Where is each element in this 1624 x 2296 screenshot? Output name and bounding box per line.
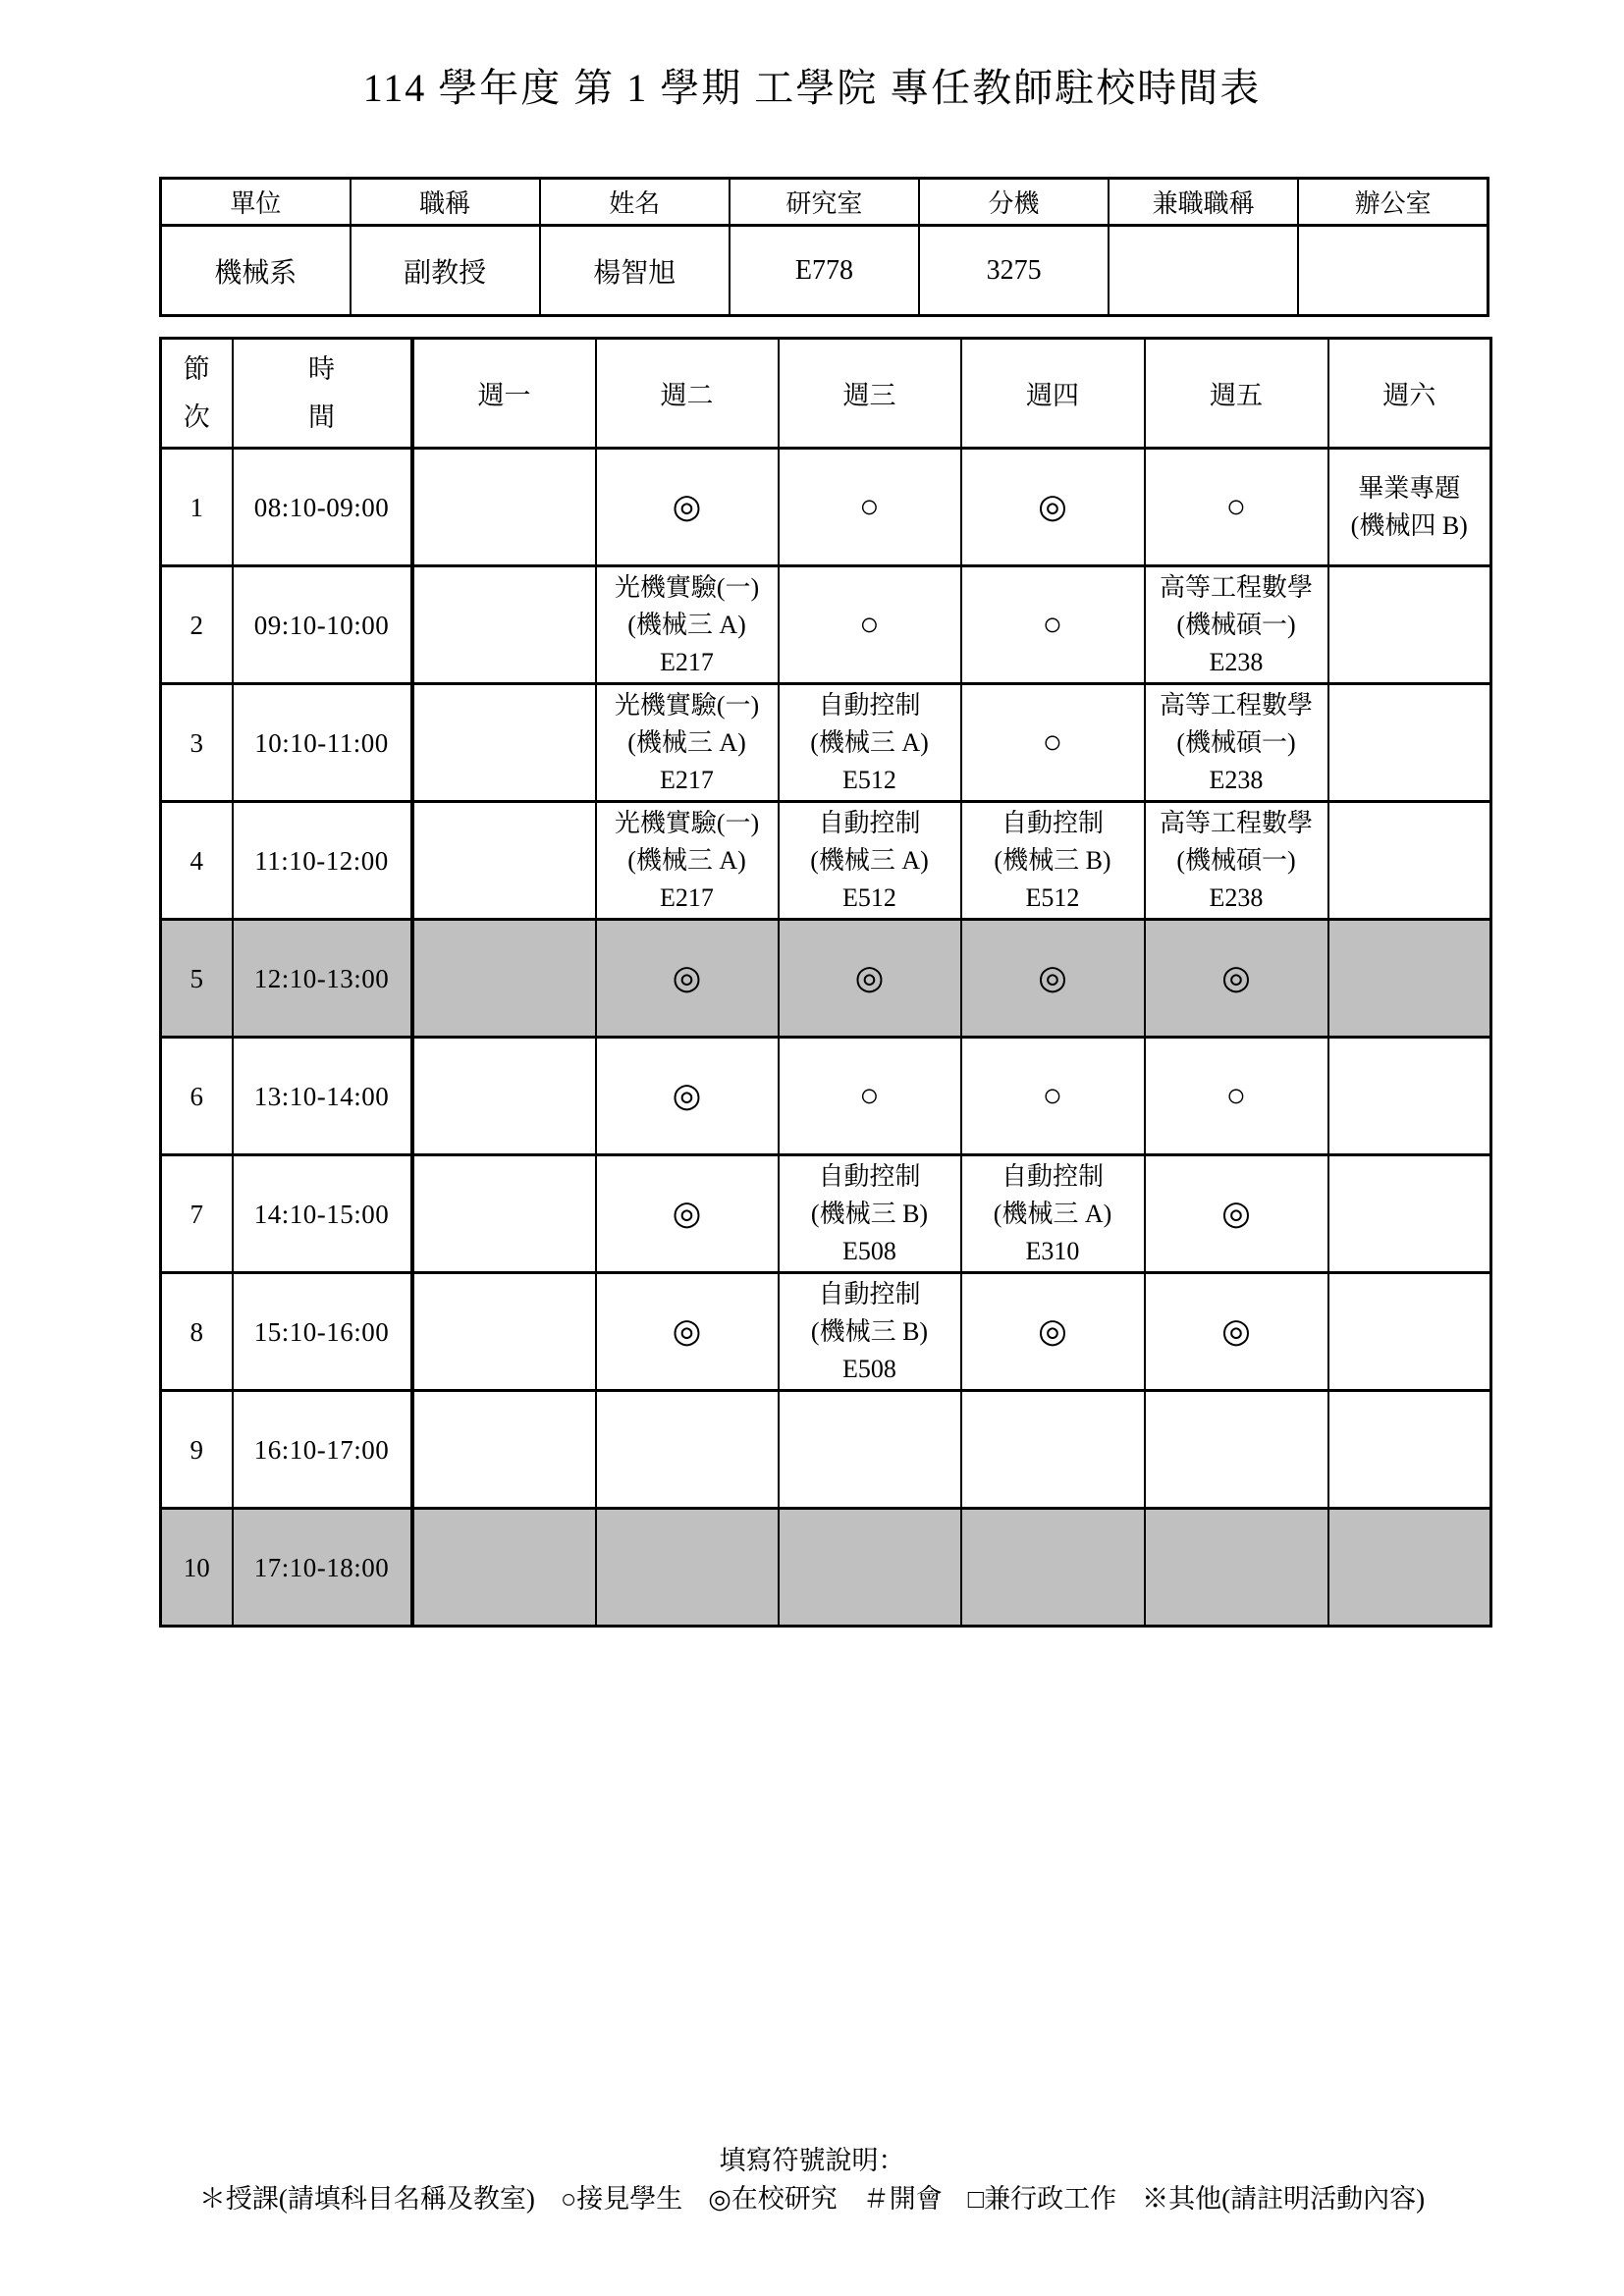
- schedule-row: [161, 449, 1491, 566]
- time-range: 08:10-09:00: [233, 449, 412, 566]
- schedule-cell-course: [961, 802, 1145, 920]
- schedule-cell-empty: [1328, 1155, 1491, 1273]
- symbol-office-research: ◎: [1145, 1155, 1328, 1273]
- schedule-cell-empty: [412, 566, 596, 684]
- schedule-cell-empty: [596, 1391, 779, 1509]
- schedule-cell-empty: [412, 920, 596, 1038]
- info-header-office: 辦公室: [1298, 179, 1488, 226]
- time-range: 15:10-16:00: [233, 1273, 412, 1391]
- schedule-cell-empty: [961, 1509, 1145, 1627]
- schedule-cell-empty: [412, 684, 596, 802]
- symbol-office-research: ◎: [596, 1273, 779, 1391]
- header-time: 時間: [233, 339, 412, 449]
- period-number: 4: [161, 802, 233, 920]
- schedule-cell-course: [779, 684, 961, 802]
- schedule-body: [161, 449, 1491, 1627]
- course-line: 高等工程數學: [1159, 690, 1313, 720]
- period-number: 8: [161, 1273, 233, 1391]
- schedule-cell-course: [596, 802, 779, 920]
- period-number: 5: [161, 920, 233, 1038]
- page-title: 114 學年度 第 1 學期 工學院 專任教師駐校時間表: [362, 66, 1262, 110]
- schedule-cell-course: [1145, 684, 1328, 802]
- course-line: E217: [660, 647, 714, 676]
- schedule-cell-course: [1145, 566, 1328, 684]
- weekly-schedule-table: [159, 337, 1492, 1628]
- schedule-cell-empty: [412, 1273, 596, 1391]
- period-number: 10: [161, 1509, 233, 1627]
- schedule-cell-empty: [1328, 566, 1491, 684]
- schedule-cell-course: [779, 1155, 961, 1273]
- info-data-row: [161, 226, 1489, 316]
- header-friday: 週五: [1145, 339, 1328, 449]
- symbol-office-research: ◎: [1145, 920, 1328, 1038]
- schedule-cell-course: [1328, 449, 1491, 566]
- info-job-title-value: 副教授: [351, 226, 540, 316]
- info-name-value: 楊智旭: [540, 226, 730, 316]
- schedule-row: [161, 1509, 1491, 1627]
- schedule-cell-empty: [779, 1391, 961, 1509]
- time-range: 13:10-14:00: [233, 1038, 412, 1155]
- course-line: (機械碩一): [1176, 845, 1296, 875]
- course-line: E217: [660, 882, 714, 912]
- legend-caption: 填寫符號說明：: [719, 2146, 905, 2175]
- info-header-lab: 研究室: [730, 179, 919, 226]
- schedule-cell-empty: [961, 1391, 1145, 1509]
- course-line: (機械三 A): [627, 727, 746, 757]
- schedule-row: [161, 684, 1491, 802]
- legend-item: ＃開會: [862, 2184, 943, 2214]
- info-concurrent-title-value: [1109, 226, 1298, 316]
- course-line: 光機實驗(一): [614, 572, 760, 602]
- symbol-office-research: ◎: [961, 920, 1145, 1038]
- course-line: E238: [1209, 647, 1264, 676]
- info-office-value: [1298, 226, 1488, 316]
- course-line: E508: [842, 1354, 896, 1383]
- legend-item: □兼行政工作: [967, 2184, 1117, 2214]
- time-range: 14:10-15:00: [233, 1155, 412, 1273]
- course-line: E238: [1209, 882, 1264, 912]
- symbol-meet-students: ○: [1145, 1038, 1328, 1155]
- period-number: 2: [161, 566, 233, 684]
- header-wednesday: 週三: [779, 339, 961, 449]
- course-line: (機械碩一): [1176, 610, 1296, 639]
- header-thursday: 週四: [961, 339, 1145, 449]
- symbol-office-research: ◎: [961, 1273, 1145, 1391]
- header-saturday: 週六: [1328, 339, 1491, 449]
- symbol-office-research: ◎: [596, 920, 779, 1038]
- course-line: 自動控制: [1001, 1161, 1104, 1191]
- course-line: (機械三 B): [810, 1199, 929, 1228]
- period-number: 1: [161, 449, 233, 566]
- symbol-meet-students: ○: [779, 1038, 961, 1155]
- course-line: 光機實驗(一): [614, 808, 760, 837]
- schedule-row: [161, 1391, 1491, 1509]
- course-line: (機械三 B): [810, 1316, 929, 1346]
- legend-item: ※其他(請註明活動內容): [1142, 2184, 1426, 2214]
- course-line: E217: [660, 765, 714, 794]
- schedule-cell-empty: [779, 1509, 961, 1627]
- schedule-row: [161, 1155, 1491, 1273]
- legend: [0, 2143, 1624, 2219]
- time-range: 09:10-10:00: [233, 566, 412, 684]
- course-line: 高等工程數學: [1159, 572, 1313, 602]
- symbol-office-research: ◎: [596, 1038, 779, 1155]
- course-line: E508: [842, 1236, 896, 1265]
- schedule-cell-empty: [412, 1391, 596, 1509]
- info-header-row: [161, 179, 1489, 226]
- course-line: E512: [1025, 882, 1080, 912]
- schedule-cell-empty: [1145, 1391, 1328, 1509]
- legend-item: ◎在校研究: [708, 2184, 838, 2214]
- schedule-cell-empty: [1328, 920, 1491, 1038]
- symbol-office-research: ◎: [779, 920, 961, 1038]
- schedule-row: [161, 920, 1491, 1038]
- course-line: (機械三 A): [810, 727, 929, 757]
- schedule-row: [161, 1038, 1491, 1155]
- schedule-row: [161, 566, 1491, 684]
- schedule-cell-empty: [1328, 684, 1491, 802]
- legend-item: ○接見學生: [560, 2184, 683, 2214]
- course-line: 自動控制: [1001, 808, 1104, 837]
- schedule-header-row: [161, 339, 1491, 449]
- time-range: 10:10-11:00: [233, 684, 412, 802]
- symbol-meet-students: ○: [961, 684, 1145, 802]
- info-header-unit: 單位: [161, 179, 351, 226]
- time-range: 17:10-18:00: [233, 1509, 412, 1627]
- schedule-cell-course: [779, 802, 961, 920]
- time-range: 11:10-12:00: [233, 802, 412, 920]
- period-number: 9: [161, 1391, 233, 1509]
- symbol-office-research: ◎: [596, 1155, 779, 1273]
- schedule-cell-course: [596, 566, 779, 684]
- period-number: 6: [161, 1038, 233, 1155]
- schedule-cell-empty: [596, 1509, 779, 1627]
- course-line: 高等工程數學: [1159, 808, 1313, 837]
- schedule-cell-empty: [1328, 1038, 1491, 1155]
- schedule-row: [161, 802, 1491, 920]
- symbol-meet-students: ○: [1145, 449, 1328, 566]
- legend-items: [0, 2178, 1624, 2219]
- info-header-job-title: 職稱: [351, 179, 540, 226]
- symbol-office-research: ◎: [961, 449, 1145, 566]
- symbol-meet-students: ○: [779, 566, 961, 684]
- time-range: 12:10-13:00: [233, 920, 412, 1038]
- schedule-cell-empty: [412, 802, 596, 920]
- course-line: (機械四 B): [1350, 510, 1468, 540]
- header-monday: 週一: [412, 339, 596, 449]
- course-line: E512: [842, 765, 896, 794]
- schedule-cell-empty: [412, 449, 596, 566]
- period-number: 7: [161, 1155, 233, 1273]
- course-line: (機械三 A): [993, 1199, 1112, 1228]
- schedule-cell-empty: [412, 1038, 596, 1155]
- schedule-cell-empty: [1328, 1273, 1491, 1391]
- course-line: (機械三 A): [810, 845, 929, 875]
- symbol-meet-students: ○: [779, 449, 961, 566]
- info-extension-value: 3275: [919, 226, 1109, 316]
- info-unit-value: 機械系: [161, 226, 351, 316]
- schedule-cell-empty: [1328, 1391, 1491, 1509]
- symbol-office-research: ◎: [596, 449, 779, 566]
- schedule-cell-course: [779, 1273, 961, 1391]
- schedule-cell-course: [961, 1155, 1145, 1273]
- legend-item: ＊授課(請填科目名稱及教室): [198, 2184, 535, 2214]
- schedule-cell-empty: [1328, 1509, 1491, 1627]
- header-period: 節次: [161, 339, 233, 449]
- schedule-cell-empty: [412, 1509, 596, 1627]
- schedule-cell-empty: [412, 1155, 596, 1273]
- info-header-extension: 分機: [919, 179, 1109, 226]
- course-line: E238: [1209, 765, 1264, 794]
- course-line: 畢業專題: [1358, 473, 1461, 503]
- course-line: (機械三 B): [994, 845, 1111, 875]
- period-number: 3: [161, 684, 233, 802]
- schedule-cell-course: [1145, 802, 1328, 920]
- course-line: (機械三 A): [627, 845, 746, 875]
- symbol-meet-students: ○: [961, 1038, 1145, 1155]
- schedule-row: [161, 1273, 1491, 1391]
- symbol-meet-students: ○: [961, 566, 1145, 684]
- info-header-name: 姓名: [540, 179, 730, 226]
- schedule-cell-empty: [1328, 802, 1491, 920]
- schedule-cell-empty: [1145, 1509, 1328, 1627]
- symbol-office-research: ◎: [1145, 1273, 1328, 1391]
- info-header-concurrent-title: 兼職職稱: [1109, 179, 1298, 226]
- teacher-info-table: [159, 177, 1489, 317]
- course-line: E310: [1025, 1236, 1080, 1265]
- course-line: 自動控制: [818, 1279, 921, 1308]
- course-line: 自動控制: [818, 808, 921, 837]
- course-line: 自動控制: [818, 690, 921, 720]
- course-line: E512: [842, 882, 896, 912]
- course-line: 自動控制: [818, 1161, 921, 1191]
- schedule-cell-course: [596, 684, 779, 802]
- course-line: 光機實驗(一): [614, 690, 760, 720]
- course-line: (機械三 A): [627, 610, 746, 639]
- course-line: (機械碩一): [1176, 727, 1296, 757]
- header-tuesday: 週二: [596, 339, 779, 449]
- info-lab-value: E778: [730, 226, 919, 316]
- time-range: 16:10-17:00: [233, 1391, 412, 1509]
